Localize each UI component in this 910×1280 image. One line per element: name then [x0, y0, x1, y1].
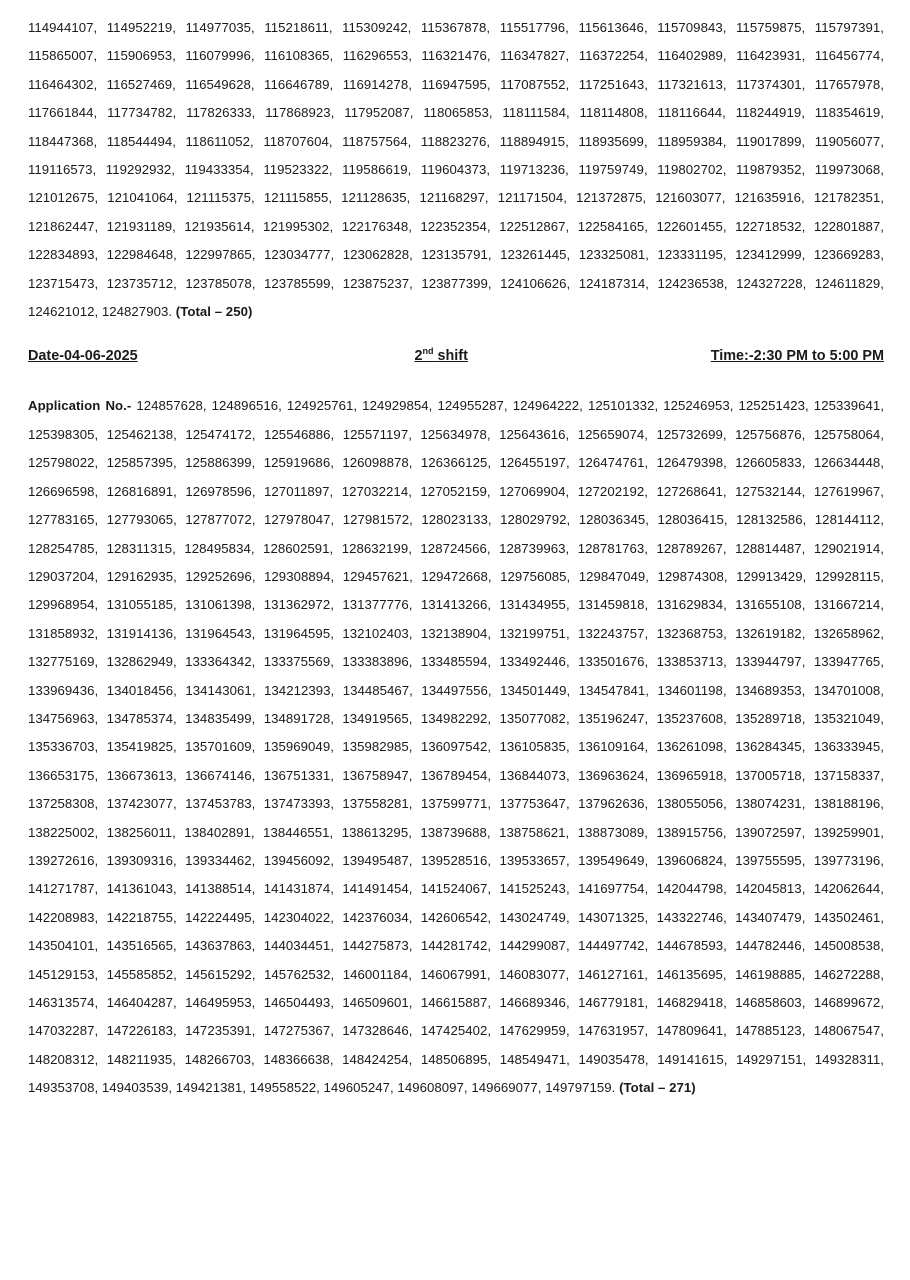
second-shift-total: (Total – 271)	[619, 1080, 696, 1096]
first-shift-application-list	[28, 14, 884, 326]
first-shift-numbers: 114944107, 114952219, 114977035, 115218611, 115309242, 115367878, 115517796, 115613646, 115709843, 115759875, 115797391, 115865007, 115906953, 116079996, 116108365, 116296553, 116321476, 116347827, 116372254, 116402989, 116423931, 116456774, 116464302, 116527469, 116549628, 116646789, 116914278, 116947595, 117087552, 117251643, 117321613, 117374301, 117657978, 117661844, 117734782, 117826333, 117868923, 117952087, 118065853, 118111584, 118114808, 118116644, 118244919, 118354619, 118447368, 118544494, 118611052, 118707604, 118757564, 118823276, 118894915, 118935699, 118959384, 119017899, 119056077, 119116573, 119292932, 119433354, 119523322, 119586619, 119604373, 119713236, 119759749, 119802702, 119879352, 119973068, 121012675, 121041064, 121115375, 121115855, 121128635, 121168297, 121171504, 121372875, 121603077, 121635916, 121782351, 121862447, 121931189, 121935614, 121995302, 122176348, 122352354, 122512867, 122584165, 122601455, 122718532, 122801887, 122834893, 122984648, 122997865, 123034777, 123062828, 123135791, 123261445, 123325081, 123331195, 123412999, 123669283, 123715473, 123735712, 123785078, 123785599, 123875237, 123877399, 124106626, 124187314, 124236538, 124327228, 124611829, 124621012, 124827903.	[28, 20, 884, 320]
shift-word: shift	[433, 348, 468, 365]
shift-label	[414, 346, 467, 364]
time-label: Time:-2:30 PM to 5:00 PM	[710, 348, 884, 365]
shift-ordinal-suffix: nd	[422, 346, 434, 357]
date-label: Date-04-06-2025	[28, 348, 138, 365]
document-page	[28, 14, 884, 1103]
application-no-label: Application No.-	[28, 398, 132, 414]
first-shift-total: (Total – 250)	[175, 304, 253, 320]
second-shift-header	[28, 346, 884, 368]
second-shift-numbers: 124857628, 124896516, 124925761, 124929854, 124955287, 124964222, 125101332, 125246953, 125251423, 125339641, 125398305, 125462138, 125474172, 125546886, 125571197, 125634978, 125643616, 125659074, 125732699, 125756876, 125758064, 125798022, 125857395, 125886399, 125919686, 126098878, 126366125, 126455197, 126474761, 126479398, 126605833, 126634448, 126696598, 126816891, 126978596, 127011897, 127032214, 127052159, 127069904, 127202192, 127268641, 127532144, 127619967, 127783165, 127793065, 127877072, 127978047, 127981572, 128023133, 128029792, 128036345, 128036415, 128132586, 128144112, 128254785, 128311315, 128495834, 128602591, 128632199, 128724566, 128739963, 128781763, 128789267, 128814487, 129021914, 129037204, 129162935, 129252696, 129308894, 129457621, 129472668, 129756085, 129847049, 129874308, 129913429, 129928115, 129968954, 131055185, 131061398, 131362972, 131377776, 131413266, 131434955, 131459818, 131629834, 131655108, 131667214, 131858932, 131914136, 131964543, 131964595, 132102403, 132138904, 132199751, 132243757, 132368753, 132619182, 132658962, 132775169, 132862949, 133364342, 133375569, 133383896, 133485594, 133492446, 133501676, 133853713, 133944797, 133947765, 133969436, 134018456, 134143061, 134212393, 134485467, 134497556, 134501449, 134547841, 134601198, 134689353, 134701008, 134756963, 134785374, 134835499, 134891728, 134919565, 134982292, 135077082, 135196247, 135237608, 135289718, 135321049, 135336703, 135419825, 135701609, 135969049, 135982985, 136097542, 136105835, 136109164, 136261098, 136284345, 136333945, 136653175, 136673613, 136674146, 136751331, 136758947, 136789454, 136844073, 136963624, 136965918, 137005718, 137158337, 137258308, 137423077, 137453783, 137473393, 137558281, 137599771, 137753647, 137962636, 138055056, 138074231, 138188196, 138225002, 138256011, 138402891, 138446551, 138613295, 138739688, 138758621, 138873089, 138915756, 139072597, 139259901, 139272616, 139309316, 139334462, 139456092, 139495487, 139528516, 139533657, 139549649, 139606824, 139755595, 139773196, 141271787, 141361043, 141388514, 141431874, 141491454, 141524067, 141525243, 141697754, 142044798, 142045813, 142062644, 142208983, 142218755, 142224495, 142304022, 142376034, 142606542, 143024749, 143071325, 143322746, 143407479, 143502461, 143504101, 143516565, 143637863, 144034451, 144275873, 144281742, 144299087, 144497742, 144678593, 144782446, 145008538, 145129153, 145585852, 145615292, 145762532, 146001184, 146067991, 146083077, 146127161, 146135695, 146198885, 146272288, 146313574, 146404287, 146495953, 146504493, 146509601, 146615887, 146689346, 146779181, 146829418, 146858603, 146899672, 147032287, 147226183, 147235391, 147275367, 147328646, 147425402, 147629959, 147631957, 147809641, 147885123, 148067547, 148208312, 148211935, 148266703, 148366638, 148424254, 148506895, 148549471, 149035478, 149141615, 149297151, 149328311, 149353708, 149403539, 149421381, 149558522, 149605247, 149608097, 149669077, 149797159.	[28, 398, 884, 1096]
second-shift-application-list	[28, 392, 884, 1102]
shift-number: 2	[414, 348, 423, 365]
